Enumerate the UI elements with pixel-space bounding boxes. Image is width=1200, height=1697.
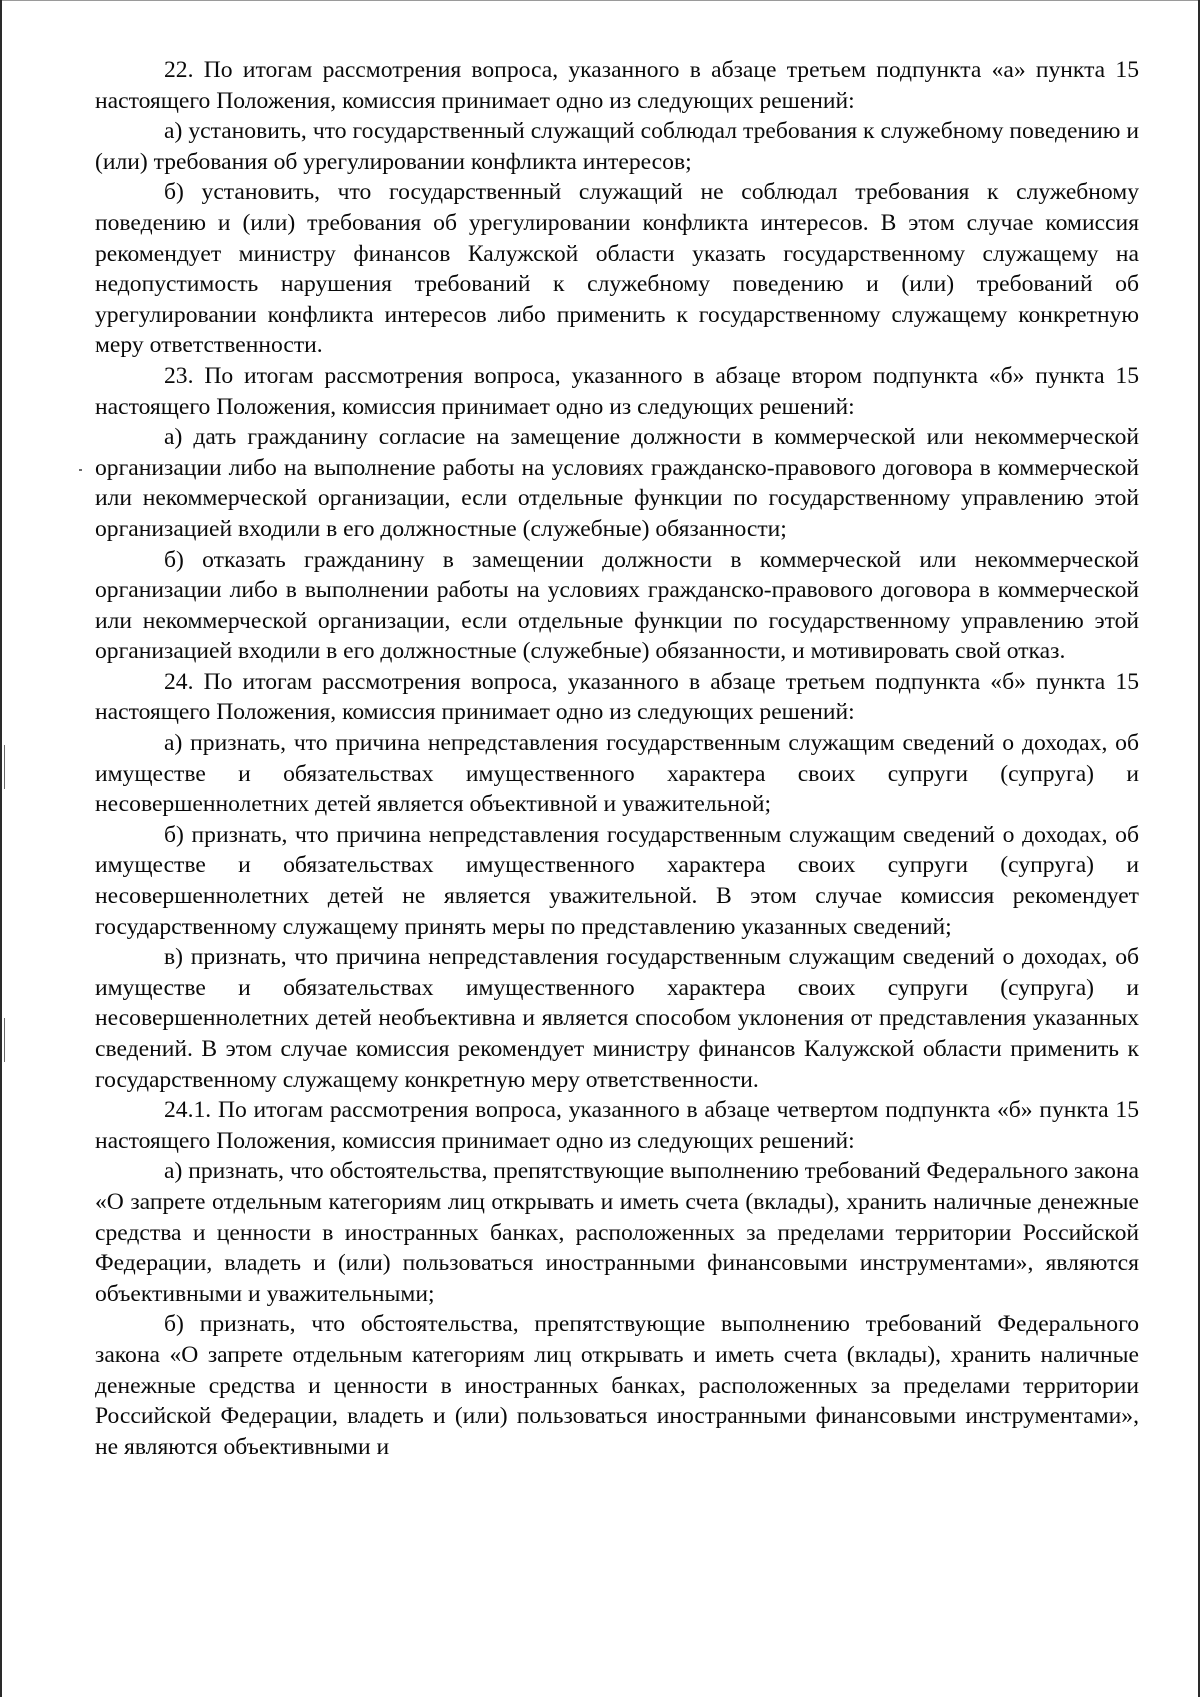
scan-artifact-mark [4, 1018, 5, 1062]
paragraph-24-1-a: а) признать, что обстоятельства, препятствующие выполнению требований Федерального закона «О запрете отдельным категориям лиц открывать и иметь счета (вклады), хранить наличные денежные средства и ценности в иностранных банках, расположенных за пределами территории Российской Федерации, владеть и (или) пользоваться иностранными финансовыми инструментами», являются объективными и уважительными; [95, 1158, 1139, 1307]
paragraph-23-a: а) дать гражданину согласие на замещение должности в коммерческой или некоммерческой организации либо на выполнение работы на условиях гражданско-правового договора в коммерческой или некоммерческой организации, если отдельные функции по государственному управлению этой организацией входили в его должностные (служебные) обязанности; [95, 424, 1139, 542]
scan-artifact-dot [79, 469, 82, 471]
document-body [95, 55, 1139, 1462]
paragraph-24-a: а) признать, что причина непредставления государственным служащим сведений о доходах, об имуществе и обязательствах имущественного характера своих супруги (супруга) и несовершеннолетних детей является объективной и уважительной; [95, 730, 1139, 818]
paragraph-23-b: б) отказать гражданину в замещении должности в коммерческой или некоммерческой организации либо в выполнении работы на условиях гражданско-правового договора в коммерческой или некоммерческой организации, если отдельные функции по государственному управлению этой организацией входили в его должностные (служебные) обязанности, и мотивировать свой отказ. [95, 546, 1139, 665]
paragraph-24-1-b: б) признать, что обстоятельства, препятствующие выполнению требований Федерального закона «О запрете отдельным категориям лиц открывать и иметь счета (вклады), хранить наличные денежные средства и ценности в иностранных банках, расположенных за пределами территории Российской Федерации, владеть и (или) пользоваться иностранными финансовыми инструментами», не являются объективными и [95, 1311, 1139, 1460]
page-top-edge [0, 0, 1200, 1]
paragraph-24: 24. По итогам рассмотрения вопроса, указанного в абзаце третьем подпункта «б» пункта 15 настоящего Положения, комиссия принимает одно из следующих решений: [95, 668, 1139, 726]
paragraph-22-b: б) установить, что государственный служащий не соблюдал требования к служебному поведению и (или) требования об урегулировании конфликта интересов. В этом случае комиссия рекомендует министру финансов Калужской области указать государственному служащему на недопустимость нарушения требований к служебному поведению и (или) требований об урегулировании конфликта интересов либо применить к государственному служащему конкретную меру ответственности. [95, 179, 1139, 359]
paragraph-24-1: 24.1. По итогам рассмотрения вопроса, указанного в абзаце четвертом подпункта «б» пункта 15 настоящего Положения, комиссия принимает одно из следующих решений: [95, 1097, 1139, 1154]
scan-artifact-mark [4, 745, 5, 789]
paragraph-24-b: б) признать, что причина непредставления государственным служащим сведений о доходах, об имуществе и обязательствах имущественного характера своих супруги (супруга) и несовершеннолетних детей не является уважительной. В этом случае комиссия рекомендует государственному служащему принять меры по представлению указанных сведений; [95, 821, 1139, 940]
paragraph-22-a: а) установить, что государственный служащий соблюдал требования к служебному поведению и (или) требования об урегулировании конфликта интересов; [95, 118, 1139, 175]
page-left-edge [0, 0, 2, 1697]
paragraph-24-v: в) признать, что причина непредставления государственным служащим сведений о доходах, об имуществе и обязательствах имущественного характера своих супруги (супруга) и несовершеннолетних детей необъективна и является способом уклонения от представления указанных сведений. В этом случае комиссия рекомендует министру финансов Калужской области применить к государственному служащему конкретную меру ответственности. [95, 944, 1139, 1093]
paragraph-23: 23. По итогам рассмотрения вопроса, указанного в абзаце втором подпункта «б» пункта 15 настоящего Положения, комиссия принимает одно из следующих решений: [95, 362, 1139, 420]
paragraph-22: 22. По итогам рассмотрения вопроса, указанного в абзаце третьем подпункта «а» пункта 15 настоящего Положения, комиссия принимает одно из следующих решений: [95, 57, 1139, 114]
